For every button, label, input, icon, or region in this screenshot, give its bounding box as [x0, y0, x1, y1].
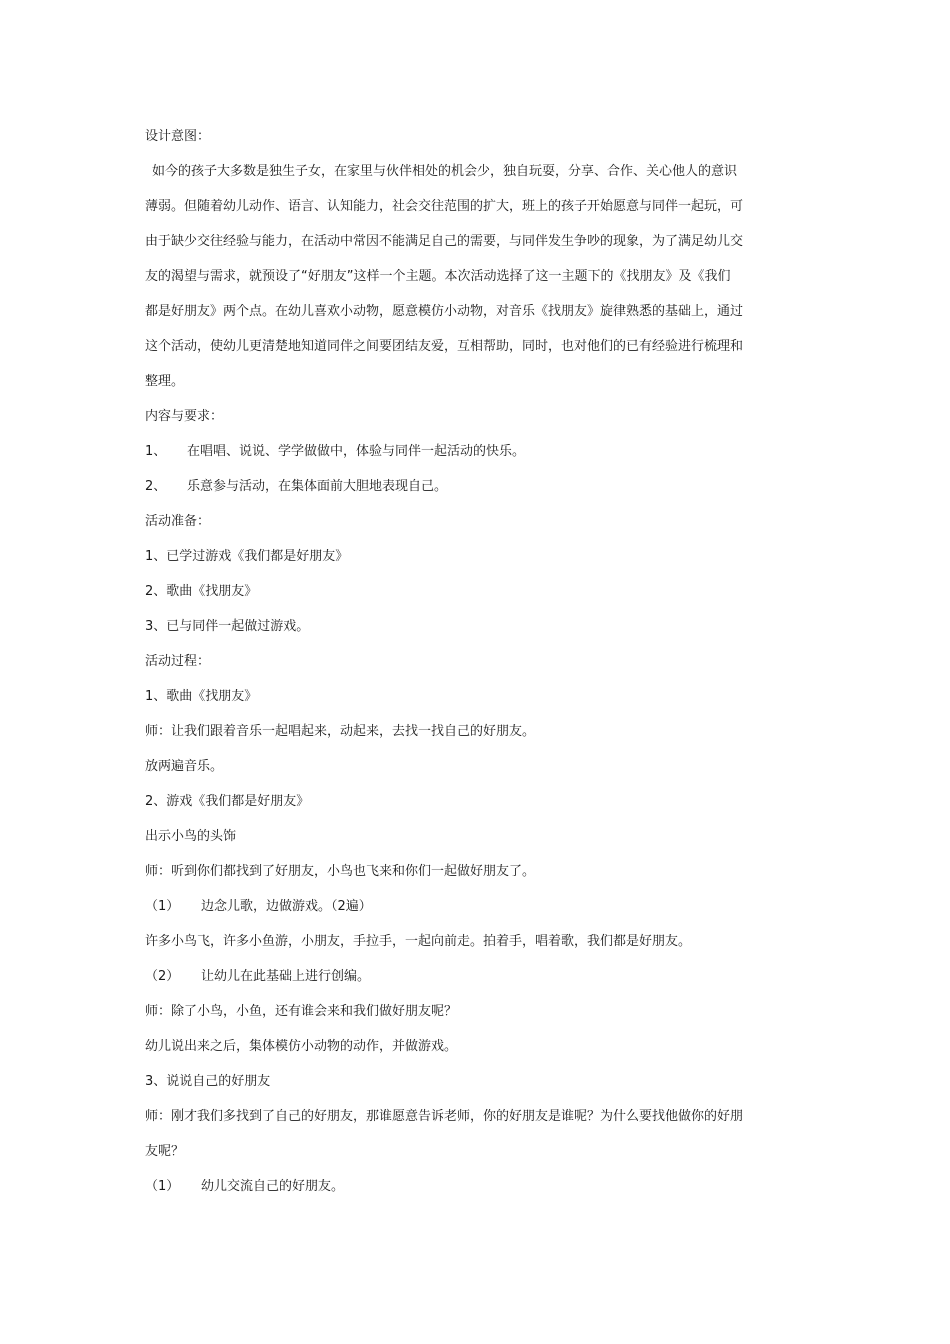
- sub-step-item: [145, 896, 810, 918]
- instruction-note: 出示小鸟的头饰: [145, 829, 237, 844]
- sub-step-item: [145, 1176, 810, 1198]
- requirement-item: [145, 441, 810, 463]
- instruction-note: 放两遍音乐。: [145, 759, 224, 774]
- teacher-line: 友呢？: [145, 1144, 185, 1159]
- sub-step-text: 边念儿歌，边做游戏。（2遍）: [201, 899, 372, 914]
- document-page: [145, 126, 810, 1211]
- sub-step-number: （2）: [145, 969, 180, 984]
- paragraph-line: 薄弱。但随着幼儿动作、语言、认知能力，社会交往范围的扩大，班上的孩子开始愿意与同伴一起玩，可: [145, 199, 744, 214]
- sub-step-text: 幼儿交流自己的好朋友。: [201, 1179, 345, 1194]
- instruction-note: 幼儿说出来之后，集体模仿小动物的动作，并做游戏。: [145, 1039, 458, 1054]
- paragraph-line: 由于缺少交往经验与能力，在活动中常因不能满足自己的需要，与同伴发生争吵的现象，为了满足幼儿交: [145, 234, 744, 249]
- teacher-line: 师：听到你们都找到了好朋友，小鸟也飞来和你们一起做好朋友了。: [145, 864, 536, 879]
- teacher-line: 师：让我们跟着音乐一起唱起来，动起来，去找一找自己的好朋友。: [145, 724, 536, 739]
- step-title: 2、游戏《我们都是好朋友》: [145, 794, 310, 809]
- paragraph-line: 这个活动，使幼儿更清楚地知道同伴之间要团结友爱，互相帮助，同时，也对他们的已有经验进行梳理和: [145, 339, 744, 354]
- step-title: 1、歌曲《找朋友》: [145, 689, 258, 704]
- heading-preparation: 活动准备：: [145, 514, 211, 529]
- heading-design-intent: 设计意图：: [145, 129, 211, 144]
- requirement-text: 乐意参与活动，在集体面前大胆地表现自己。: [187, 479, 448, 494]
- sub-step-number: （1）: [145, 1179, 180, 1194]
- design-intent-paragraph: [145, 161, 810, 393]
- list-number: 1、: [145, 444, 167, 459]
- requirement-text: 在唱唱、说说、学学做做中，体验与同伴一起活动的快乐。: [187, 444, 526, 459]
- requirement-item: [145, 476, 810, 498]
- list-number: 2、: [145, 479, 167, 494]
- paragraph-line: 友的渴望与需求，就预设了“好朋友”这样一个主题。本次活动选择了这一主题下的《找朋友》及《我们: [145, 269, 731, 284]
- sub-step-number: （1）: [145, 899, 180, 914]
- step-title: 3、说说自己的好朋友: [145, 1074, 271, 1089]
- paragraph-line: 如今的孩子大多数是独生子女，在家里与伙伴相处的机会少，独自玩耍，分享、合作、关心他人的意识: [152, 164, 738, 179]
- sub-step-item: [145, 966, 810, 988]
- paragraph-line: 都是好朋友》两个点。在幼儿喜欢小动物，愿意模仿小动物，对音乐《找朋友》旋律熟悉的基础上，通过: [145, 304, 744, 319]
- teacher-paragraph: [145, 1106, 810, 1163]
- teacher-line: 师：刚才我们多找到了自己的好朋友，那谁愿意告诉老师，你的好朋友是谁呢？为什么要找他做你的好朋: [145, 1109, 744, 1124]
- preparation-item: 1、已学过游戏《我们都是好朋友》: [145, 549, 349, 564]
- preparation-item: 3、已与同伴一起做过游戏。: [145, 619, 310, 634]
- rhyme-line: 许多小鸟飞，许多小鱼游，小朋友，手拉手，一起向前走。拍着手，唱着歌，我们都是好朋友。: [145, 934, 692, 949]
- teacher-line: 师：除了小鸟，小鱼，还有谁会来和我们做好朋友呢？: [145, 1004, 458, 1019]
- paragraph-line: 整理。: [145, 374, 185, 389]
- heading-content-requirements: 内容与要求：: [145, 409, 224, 424]
- heading-process: 活动过程：: [145, 654, 211, 669]
- sub-step-text: 让幼儿在此基础上进行创编。: [201, 969, 371, 984]
- preparation-item: 2、歌曲《找朋友》: [145, 584, 258, 599]
